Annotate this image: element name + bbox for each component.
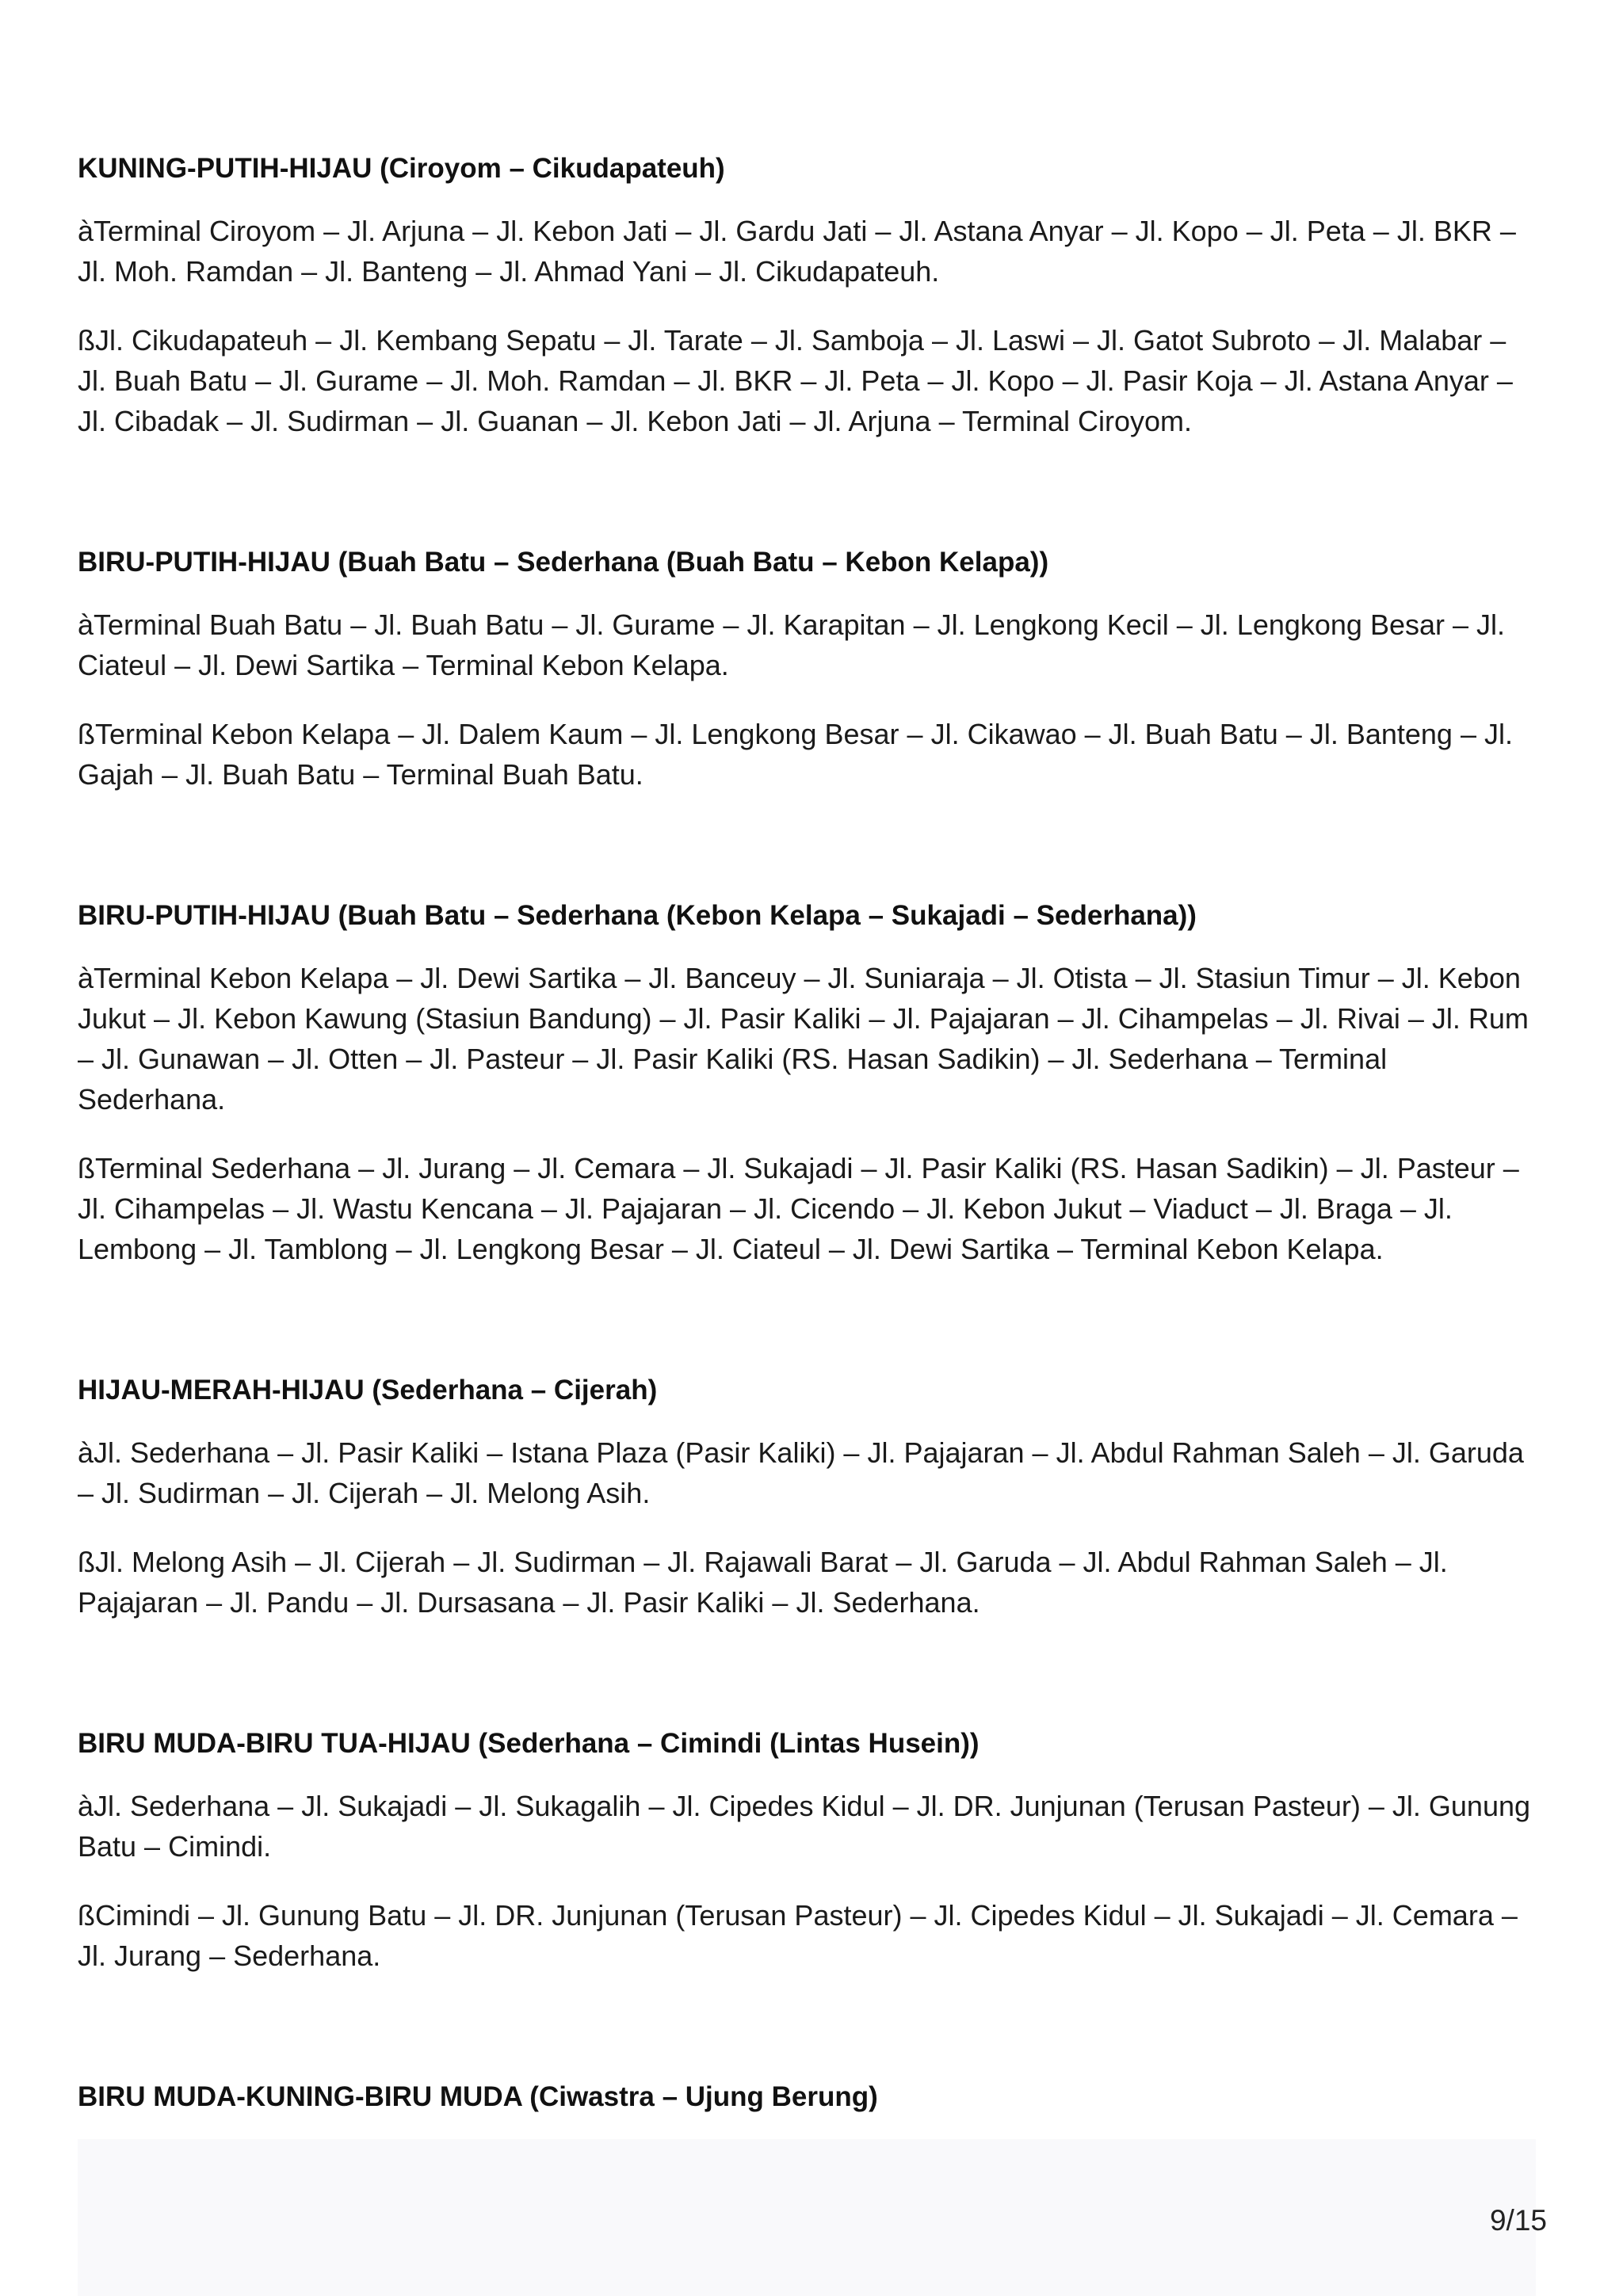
route-outbound: àJl. Sederhana – Jl. Sukajadi – Jl. Sukagalih – Jl. Cipedes Kidul – Jl. DR. Junjunan (Terusan Pasteur) – Jl. Gunung Batu – Cimindi. (78, 1790, 1531, 1863)
document-page (78, 149, 1536, 2139)
route-heading: BIRU-PUTIH-HIJAU (Buah Batu – Sederhana (Buah Batu – Kebon Kelapa)) (78, 547, 1049, 578)
section-gap (78, 1651, 1536, 1724)
route-inbound: ßTerminal Sederhana – Jl. Jurang – Jl. Cemara – Jl. Sukajadi – Jl. Pasir Kaliki (RS. Hasan Sadikin) – Jl. Pasteur – Jl. Cihampelas – Jl. Wastu Kencana – Jl. Pajajaran – Jl. Cicendo – Jl. Kebon Jukut – Viaduct – Jl. Braga – Jl. Lembong – Jl. Tamblong – Jl. Lengkong Besar – Jl. Ciateul – Jl. Dewi Sartika – Terminal Kebon Kelapa. (78, 1152, 1519, 1265)
route-inbound: ßJl. Melong Asih – Jl. Cijerah – Jl. Sudirman – Jl. Rajawali Barat – Jl. Garuda – Jl. Abdul Rahman Saleh – Jl. Pajajaran – Jl. Pandu – Jl. Dursasana – Jl. Pasir Kaliki – Jl. Sederhana. (78, 1546, 1448, 1619)
route-heading: KUNING-PUTIH-HIJAU (Ciroyom – Cikudapateuh) (78, 153, 725, 184)
route-outbound: àJl. Sederhana – Jl. Pasir Kaliki – Istana Plaza (Pasir Kaliki) – Jl. Pajajaran – Jl. Abdul Rahman Saleh – Jl. Garuda – Jl. Sudirman – Jl. Cijerah – Jl. Melong Asih. (78, 1436, 1524, 1509)
route-inbound: ßTerminal Kebon Kelapa – Jl. Dalem Kaum – Jl. Lengkong Besar – Jl. Cikawao – Jl. Buah Batu – Jl. Banteng – Jl. Gajah – Jl. Buah Batu – Terminal Buah Batu. (78, 718, 1513, 791)
route-section (78, 896, 1536, 1269)
route-outbound: àTerminal Ciroyom – Jl. Arjuna – Jl. Kebon Jati – Jl. Gardu Jati – Jl. Astana Anyar – Jl. Kopo – Jl. Peta – Jl. BKR – Jl. Moh. Ramdan – Jl. Banteng – Jl. Ahmad Yani – Jl. Cikudapateuh. (78, 215, 1516, 288)
route-outbound: àTerminal Kebon Kelapa – Jl. Dewi Sartika – Jl. Banceuy – Jl. Suniaraja – Jl. Otista – Jl. Stasiun Timur – Jl. Kebon Jukut – Jl. Kebon Kawung (Stasiun Bandung) – Jl. Pasir Kaliki – Jl. Pajajaran – Jl. Cihampelas – Jl. Rivai – Jl. Rum – Jl. Gunawan – Jl. Otten – Jl. Pasteur – Jl. Pasir Kaliki (RS. Hasan Sadikin) – Jl. Sederhana – Terminal Sederhana. (78, 962, 1529, 1116)
section-gap (78, 823, 1536, 896)
route-section (78, 149, 1536, 441)
route-heading: BIRU MUDA-KUNING-BIRU MUDA (Ciwastra – Ujung Berung) (78, 2081, 878, 2112)
route-section (78, 1371, 1536, 1623)
route-inbound: ßJl. Cikudapateuh – Jl. Kembang Sepatu – Jl. Tarate – Jl. Samboja – Jl. Laswi – Jl. Gatot Subroto – Jl. Malabar – Jl. Buah Batu – Jl. Gurame – Jl. Moh. Ramdan – Jl. BKR – Jl. Peta – Jl. Kopo – Jl. Pasir Koja – Jl. Astana Anyar – Jl. Cibadak – Jl. Sudirman – Jl. Guanan – Jl. Kebon Jati – Jl. Arjuna – Terminal Ciroyom. (78, 324, 1513, 437)
route-heading: HIJAU-MERAH-HIJAU (Sederhana – Cijerah) (78, 1375, 658, 1405)
section-gap (78, 2004, 1536, 2077)
route-heading: BIRU MUDA-BIRU TUA-HIJAU (Sederhana – Cimindi (Lintas Husein)) (78, 1728, 980, 1759)
route-outbound: àTerminal Buah Batu – Jl. Buah Batu – Jl. Gurame – Jl. Karapitan – Jl. Lengkong Kecil – Jl. Lengkong Besar – Jl. Ciateul – Jl. Dewi Sartika – Terminal Kebon Kelapa. (78, 608, 1506, 681)
route-section (78, 1724, 1536, 1976)
page-number: 9/15 (1489, 2204, 1547, 2237)
footer-band (78, 2139, 1536, 2296)
route-heading: BIRU-PUTIH-HIJAU (Buah Batu – Sederhana (Kebon Kelapa – Sukajadi – Sederhana)) (78, 900, 1197, 931)
section-gap (78, 1298, 1536, 1371)
route-inbound: ßCimindi – Jl. Gunung Batu – Jl. DR. Junjunan (Terusan Pasteur) – Jl. Cipedes Kidul – Jl. Sukajadi – Jl. Cemara – Jl. Jurang – Sederhana. (78, 1899, 1518, 1972)
route-section (78, 543, 1536, 795)
route-section (78, 2077, 1536, 2117)
section-gap (78, 470, 1536, 543)
